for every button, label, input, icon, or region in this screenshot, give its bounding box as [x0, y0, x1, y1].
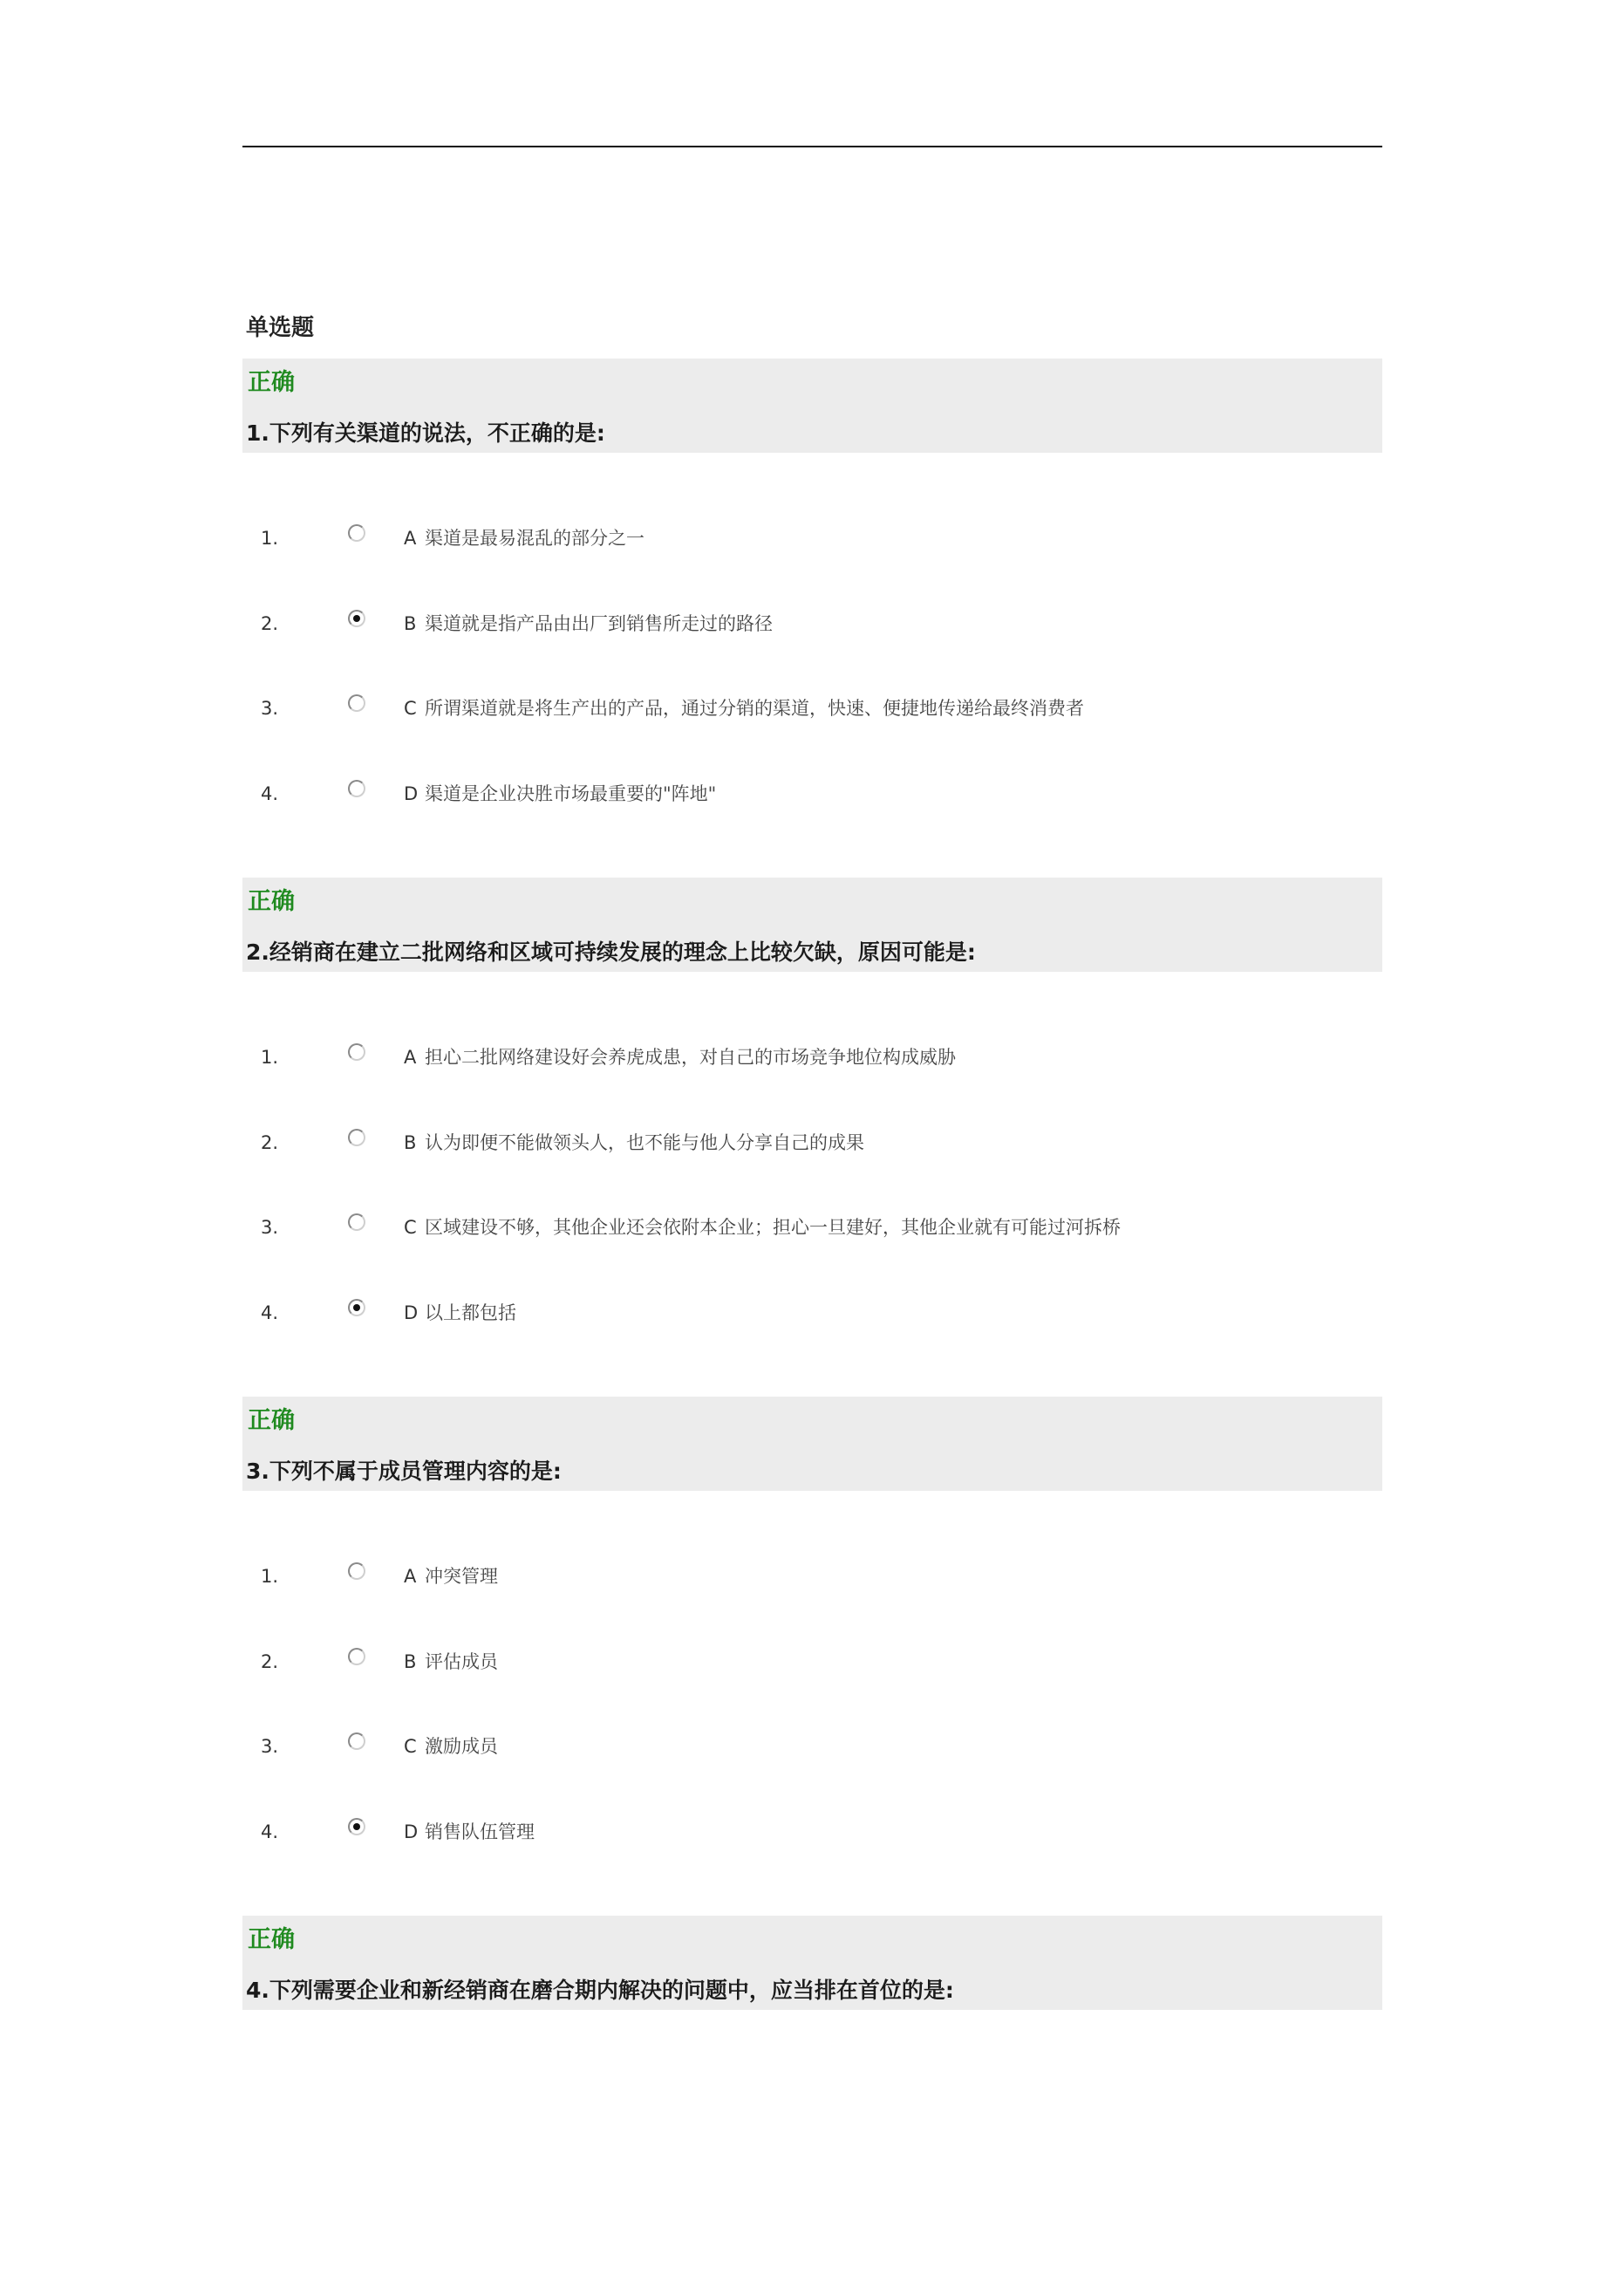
question-header [242, 359, 1382, 453]
option-number: 2. [261, 613, 279, 634]
answer-option[interactable] [0, 1729, 1623, 1764]
answer-option[interactable] [0, 1559, 1623, 1594]
answer-option[interactable] [0, 1295, 1623, 1330]
radio-button[interactable] [348, 694, 365, 712]
answer-option[interactable] [0, 1644, 1623, 1679]
option-number: 4. [261, 1302, 279, 1323]
question-header [242, 878, 1382, 972]
answer-option[interactable] [0, 776, 1623, 811]
answer-option[interactable] [0, 1814, 1623, 1849]
option-number: 4. [261, 1821, 279, 1842]
answer-option[interactable] [0, 691, 1623, 726]
question-text: 1.下列有关渠道的说法，不正确的是: [246, 420, 605, 446]
option-letter: B [404, 1651, 417, 1672]
question-text: 3.下列不属于成员管理内容的是: [246, 1459, 562, 1484]
option-number: 1. [261, 1566, 279, 1587]
question-text: 4.下列需要企业和新经销商在磨合期内解决的问题中，应当排在首位的是: [246, 1978, 954, 2003]
option-text: 区域建设不够，其他企业还会依附本企业；担心一旦建好，其他企业就有可能过河拆桥 [425, 1217, 1121, 1238]
radio-button[interactable] [348, 524, 365, 542]
radio-button[interactable] [348, 780, 365, 797]
radio-button-checked[interactable] [348, 1299, 365, 1316]
option-text: 渠道是企业决胜市场最重要的"阵地" [425, 783, 717, 804]
option-letter: C [404, 698, 417, 719]
option-letter: A [404, 1047, 417, 1068]
option-number: 3. [261, 1217, 279, 1238]
radio-button[interactable] [348, 1562, 365, 1580]
radio-button-checked[interactable] [348, 610, 365, 627]
answer-status: 正确 [248, 1407, 295, 1434]
radio-button[interactable] [348, 1732, 365, 1750]
radio-button[interactable] [348, 1043, 365, 1061]
radio-button[interactable] [348, 1213, 365, 1231]
option-number: 1. [261, 1047, 279, 1068]
option-letter: A [404, 528, 417, 549]
answer-option[interactable] [0, 521, 1623, 556]
option-text: 所谓渠道就是将生产出的产品，通过分销的渠道，快速、便捷地传递给最终消费者 [425, 698, 1084, 719]
section-title: 单选题 [246, 315, 315, 341]
option-text: 渠道是最易混乱的部分之一 [425, 528, 644, 549]
answer-option[interactable] [0, 606, 1623, 641]
answer-option[interactable] [0, 1040, 1623, 1075]
option-letter: C [404, 1736, 417, 1757]
top-divider [242, 146, 1382, 147]
option-letter: D [404, 1821, 419, 1842]
answer-option[interactable] [0, 1125, 1623, 1160]
option-letter: C [404, 1217, 417, 1238]
option-number: 2. [261, 1132, 279, 1153]
option-letter: B [404, 613, 417, 634]
option-text: 销售队伍管理 [425, 1821, 535, 1842]
option-letter: D [404, 1302, 419, 1323]
option-text: 评估成员 [425, 1651, 498, 1672]
question-text: 2.经销商在建立二批网络和区域可持续发展的理念上比较欠缺，原因可能是: [246, 940, 976, 965]
option-number: 3. [261, 698, 279, 719]
option-letter: D [404, 783, 419, 804]
radio-button[interactable] [348, 1648, 365, 1665]
option-text: 渠道就是指产品由出厂到销售所走过的路径 [425, 613, 773, 634]
answer-status: 正确 [248, 369, 295, 396]
option-text: 担心二批网络建设好会养虎成患，对自己的市场竞争地位构成威胁 [425, 1047, 956, 1068]
option-text: 以上都包括 [425, 1302, 516, 1323]
option-text: 认为即便不能做领头人，也不能与他人分享自己的成果 [425, 1132, 864, 1153]
question-header [242, 1916, 1382, 2010]
option-number: 3. [261, 1736, 279, 1757]
option-number: 1. [261, 528, 279, 549]
option-letter: B [404, 1132, 417, 1153]
answer-status: 正确 [248, 888, 295, 915]
radio-button-checked[interactable] [348, 1818, 365, 1835]
option-number: 4. [261, 783, 279, 804]
option-text: 激励成员 [425, 1736, 498, 1757]
option-number: 2. [261, 1651, 279, 1672]
radio-button[interactable] [348, 1129, 365, 1146]
option-letter: A [404, 1566, 417, 1587]
option-text: 冲突管理 [425, 1566, 498, 1587]
answer-status: 正确 [248, 1926, 295, 1953]
question-header [242, 1397, 1382, 1491]
answer-option[interactable] [0, 1210, 1623, 1245]
